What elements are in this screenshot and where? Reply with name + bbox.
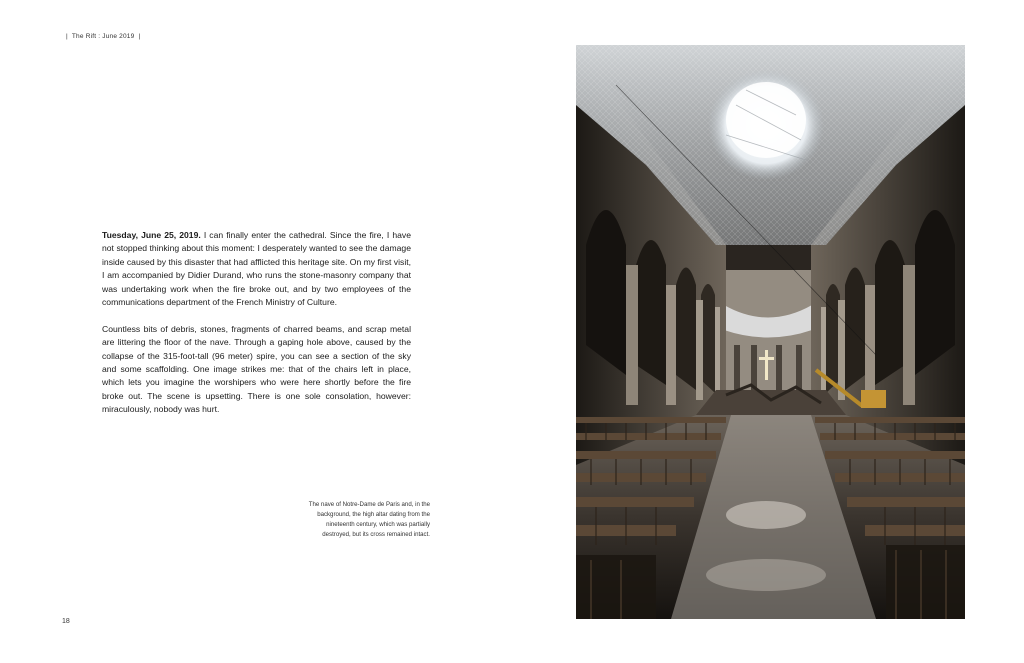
- paragraph-lead-date: Tuesday, June 25, 2019.: [102, 230, 201, 240]
- paragraph-2: Countless bits of debris, stones, fragments of charred beams, and scrap metal are littering the floor of the nave. Through a gaping hole above, caused by the collapse of the 315-foot-tall (96 meter) spire, you can see a section of the sky and some scaffolding. One image strikes me: that of the chairs left in place, which lets you imagine the worshipers who were here shortly before the fire broke out. The scene is upsetting. There is one sole consolation, however: miraculously, nobody was hurt.: [102, 323, 411, 415]
- running-head-divider: |: [138, 33, 141, 40]
- body-text: [102, 229, 411, 430]
- cathedral-nave-illustration: [576, 45, 965, 619]
- paragraph-1: [102, 229, 411, 309]
- photo-caption: The nave of Notre-Dame de Paris and, in the background, the high altar dating from the nineteenth century, which was partially destroyed, but its cross remained intact.: [308, 501, 430, 538]
- running-head-divider: |: [66, 33, 68, 40]
- paragraph-1-text: I can finally enter the cathedral. Since the fire, I have not stopped thinking about this moment: I desperately wanted to see the damage inside caused by this disaster that had afflicted this heritage site. On my first visit, I am accompanied by Didier Durand, who runs the stone-masonry company that was undertaking work when the fire broke out, and by two employees of the communications department of the French Ministry of Culture.: [102, 230, 411, 308]
- running-head: [62, 33, 144, 40]
- cathedral-nave-photo: [576, 45, 965, 619]
- running-head-title: The Rift : June 2019: [71, 33, 135, 40]
- page-number: 18: [62, 618, 70, 625]
